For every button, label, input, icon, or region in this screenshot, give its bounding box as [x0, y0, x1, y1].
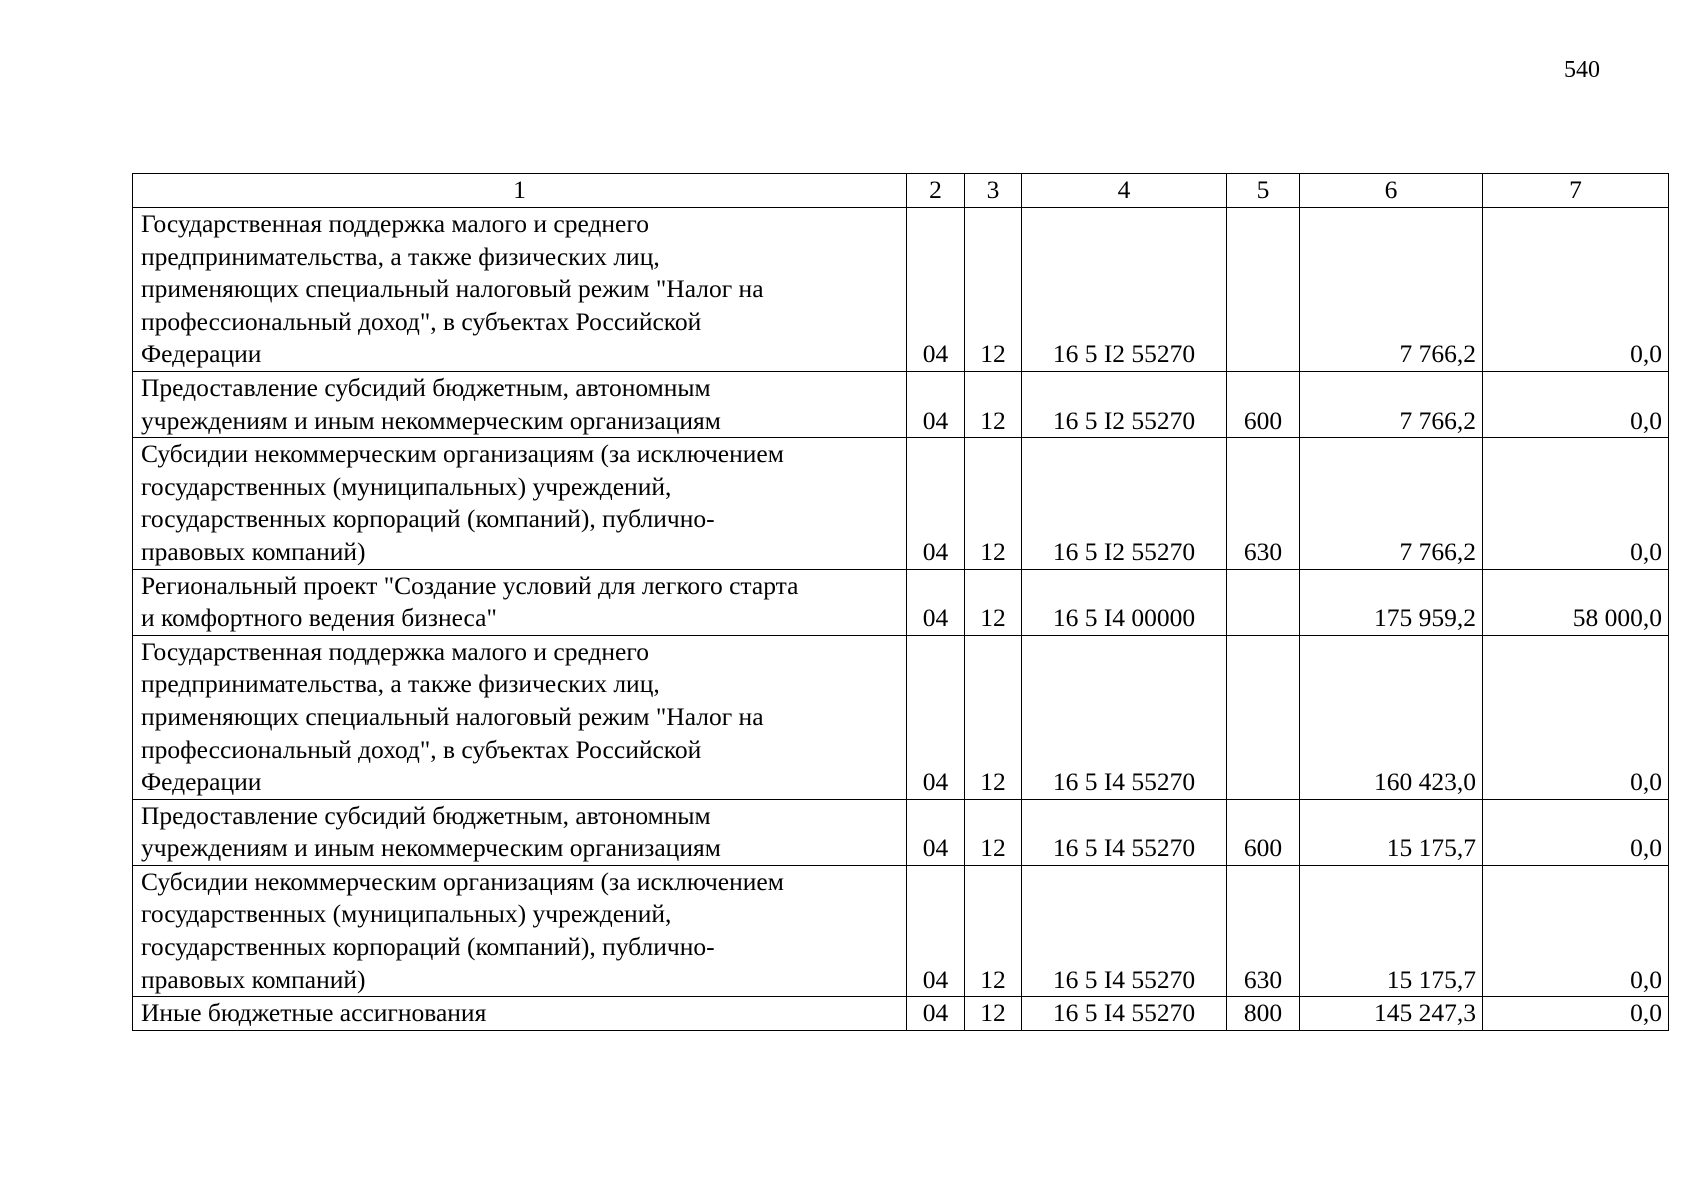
amount-cell-6: 160 423,0 [1300, 635, 1483, 799]
table-row [133, 569, 1669, 635]
amount-cell-7: 0,0 [1483, 865, 1669, 996]
row-name-line: применяющих специальный налоговый режим "Налог на [141, 274, 764, 304]
amount-cell-6: 175 959,2 [1300, 569, 1483, 635]
target-article-cell: 16 5 I4 55270 [1022, 997, 1227, 1031]
subsection-code-cell: 12 [965, 371, 1022, 437]
subsection-code-cell: 12 [965, 569, 1022, 635]
column-header-1: 1 [133, 174, 907, 208]
target-article-cell: 16 5 I4 55270 [1022, 799, 1227, 865]
row-name-cell [133, 799, 907, 865]
section-code-cell: 04 [907, 635, 965, 799]
target-article-cell: 16 5 I4 55270 [1022, 865, 1227, 996]
table-row [133, 438, 1669, 569]
section-code-cell: 04 [907, 371, 965, 437]
row-name-line: учреждениям и иным некоммерческим организациям [141, 405, 721, 435]
row-name-line: правовых компаний) [141, 964, 366, 994]
column-header-6: 6 [1300, 174, 1483, 208]
target-article-cell: 16 5 I2 55270 [1022, 371, 1227, 437]
expense-type-cell: 800 [1227, 997, 1300, 1031]
row-name-line: Иные бюджетные ассигнования [141, 998, 487, 1028]
table-row [133, 865, 1669, 996]
table-row [133, 371, 1669, 437]
subsection-code-cell: 12 [965, 799, 1022, 865]
amount-cell-6: 7 766,2 [1300, 371, 1483, 437]
subsection-code-cell: 12 [965, 208, 1022, 372]
row-name-line: Федерации [141, 767, 262, 797]
column-header-3: 3 [965, 174, 1022, 208]
page-number: 540 [1564, 57, 1600, 83]
section-code-cell: 04 [907, 569, 965, 635]
row-name-line: Региональный проект "Создание условий для легкого старта [141, 570, 799, 600]
row-name-cell [133, 569, 907, 635]
table-row [133, 208, 1669, 372]
row-name-line: применяющих специальный налоговый режим "Налог на [141, 701, 764, 731]
target-article-cell: 16 5 I4 00000 [1022, 569, 1227, 635]
amount-cell-7: 0,0 [1483, 438, 1669, 569]
target-article-cell: 16 5 I2 55270 [1022, 208, 1227, 372]
row-name-line: Субсидии некоммерческим организациям (за исключением [141, 439, 784, 469]
row-name-line: Государственная поддержка малого и среднего [141, 209, 649, 238]
column-header-4: 4 [1022, 174, 1227, 208]
row-name-line: государственных корпораций (компаний), публично- [141, 504, 715, 534]
row-name-cell [133, 438, 907, 569]
column-header-2: 2 [907, 174, 965, 208]
amount-cell-6: 7 766,2 [1300, 438, 1483, 569]
row-name-cell [133, 865, 907, 996]
amount-cell-7: 0,0 [1483, 371, 1669, 437]
amount-cell-7: 0,0 [1483, 635, 1669, 799]
table-row [133, 997, 1669, 1031]
row-name-cell [133, 208, 907, 372]
expense-type-cell [1227, 569, 1300, 635]
expense-type-cell: 630 [1227, 438, 1300, 569]
column-header-5: 5 [1227, 174, 1300, 208]
section-code-cell: 04 [907, 997, 965, 1031]
row-name-line: и комфортного ведения бизнеса" [141, 603, 497, 633]
amount-cell-6: 7 766,2 [1300, 208, 1483, 372]
row-name-cell [133, 997, 907, 1031]
header-row [133, 174, 1669, 208]
amount-cell-7: 0,0 [1483, 799, 1669, 865]
row-name-cell [133, 371, 907, 437]
row-name-line: государственных корпораций (компаний), публично- [141, 932, 715, 962]
amount-cell-6: 15 175,7 [1300, 799, 1483, 865]
subsection-code-cell: 12 [965, 635, 1022, 799]
subsection-code-cell: 12 [965, 865, 1022, 996]
row-name-line: Государственная поддержка малого и среднего [141, 636, 649, 666]
amount-cell-7: 0,0 [1483, 208, 1669, 372]
row-name-line: Субсидии некоммерческим организациям (за исключением [141, 866, 784, 896]
row-name-line: профессиональный доход", в субъектах Российской [141, 734, 702, 764]
table-row [133, 799, 1669, 865]
amount-cell-7: 58 000,0 [1483, 569, 1669, 635]
row-name-line: Федерации [141, 339, 262, 369]
amount-cell-6: 145 247,3 [1300, 997, 1483, 1031]
row-name-line: предпринимательства, а также физических лиц, [141, 669, 660, 699]
row-name-line: предпринимательства, а также физических лиц, [141, 241, 660, 271]
amount-cell-6: 15 175,7 [1300, 865, 1483, 996]
subsection-code-cell: 12 [965, 438, 1022, 569]
expense-type-cell [1227, 208, 1300, 372]
section-code-cell: 04 [907, 865, 965, 996]
target-article-cell: 16 5 I4 55270 [1022, 635, 1227, 799]
row-name-line: Предоставление субсидий бюджетным, автономным [141, 372, 711, 402]
expense-type-cell [1227, 635, 1300, 799]
section-code-cell: 04 [907, 799, 965, 865]
target-article-cell: 16 5 I2 55270 [1022, 438, 1227, 569]
expense-type-cell: 630 [1227, 865, 1300, 996]
subsection-code-cell: 12 [965, 997, 1022, 1031]
row-name-line: государственных (муниципальных) учреждений, [141, 899, 672, 929]
row-name-line: государственных (муниципальных) учреждений, [141, 471, 672, 501]
row-name-line: Предоставление субсидий бюджетным, автономным [141, 800, 711, 830]
row-name-line: профессиональный доход", в субъектах Российской [141, 306, 702, 336]
expense-type-cell: 600 [1227, 371, 1300, 437]
section-code-cell: 04 [907, 208, 965, 372]
table-row [133, 635, 1669, 799]
amount-cell-7: 0,0 [1483, 997, 1669, 1031]
row-name-cell [133, 635, 907, 799]
expense-type-cell: 600 [1227, 799, 1300, 865]
section-code-cell: 04 [907, 438, 965, 569]
row-name-line: правовых компаний) [141, 536, 366, 566]
budget-table [132, 173, 1669, 1031]
row-name-line: учреждениям и иным некоммерческим организациям [141, 833, 721, 863]
column-header-7: 7 [1483, 174, 1669, 208]
